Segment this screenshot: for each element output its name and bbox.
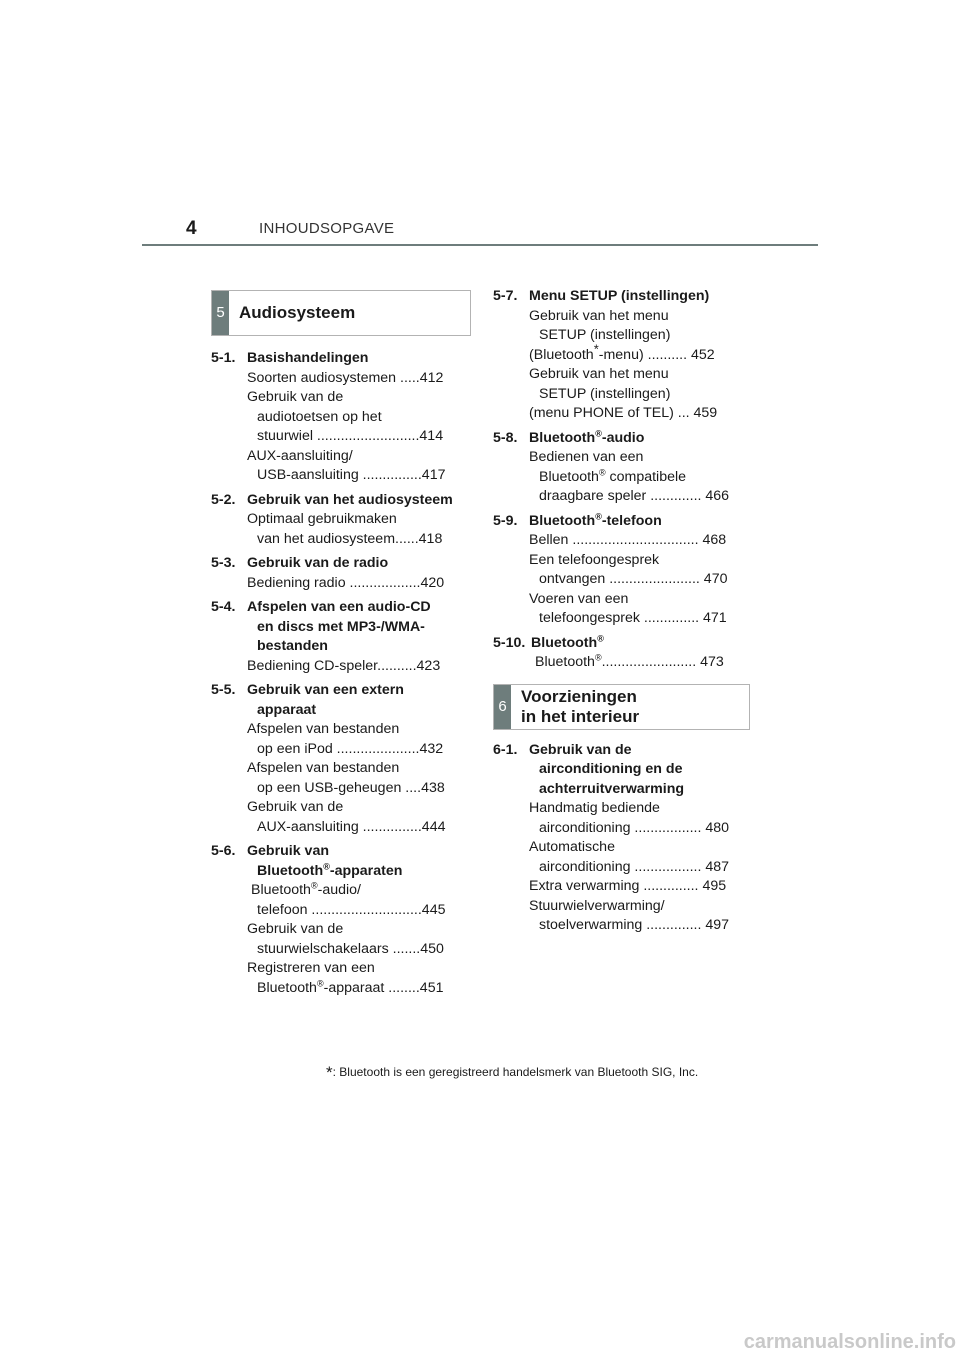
- page-number: 4: [186, 218, 197, 239]
- toc-right-column: [493, 287, 753, 936]
- toc-item[interactable]: Afspelen van bestanden op een USB-geheugen ....438: [247, 760, 445, 796]
- section-header-5: [211, 290, 471, 336]
- toc-item[interactable]: Stuurwielverwarming/ stoelverwarming .............. 497: [529, 897, 730, 933]
- toc-item[interactable]: Afspelen van bestanden op een iPod .....................432: [247, 721, 444, 757]
- toc-item[interactable]: Bediening CD-speler..........423: [247, 657, 441, 674]
- toc-item[interactable]: Bedienen van een Bluetooth® compatibele draagbare speler ............. 466: [529, 449, 730, 504]
- toc-left-column: [211, 290, 471, 998]
- toc-item[interactable]: Bluetooth®-audio/ telefoon ............................445: [251, 880, 446, 918]
- section-title: Audiosysteem: [239, 303, 356, 322]
- toc-item[interactable]: Bellen ................................ 468: [529, 532, 727, 548]
- toc-entry-5-5[interactable]: 5-5. Gebruik van een extern apparaat Afspelen van bestanden op een iPod .....................432 Afspelen van bestanden op een USB-geheugen ....438 Gebruik van de AUX-aansluiting ...............444: [211, 681, 471, 837]
- toc-item[interactable]: Een telefoongesprek ontvangen ....................... 470: [529, 551, 728, 587]
- header-rule: [142, 244, 818, 246]
- toc-entry-5-3[interactable]: 5-3. Gebruik van de radio Bediening radio ..................420: [211, 554, 471, 593]
- toc-entry-5-8[interactable]: 5-8. Bluetooth®-audio Bedienen van een Bluetooth® compatibele draagbare speler ............. 466: [493, 429, 753, 507]
- toc-item[interactable]: Handmatig bediende airconditioning ................. 480: [529, 800, 730, 836]
- toc-item[interactable]: Bediening radio ..................420: [247, 574, 445, 591]
- toc-item[interactable]: Soorten audiosystemen .....412: [247, 369, 444, 386]
- page-header-title: INHOUDSOPGAVE: [259, 220, 395, 237]
- toc-entry-6-1[interactable]: 6-1. Gebruik van de airconditioning en de achterruitverwarming Handmatig bediende airconditioning ................. 480 Automatische airconditioning ................. 487 Extra verwarming .............. 495 Stuurwielverwarming/ stoelverwarming .............. 497: [493, 741, 753, 936]
- watermark: carmanualsonline.info: [743, 1331, 956, 1353]
- toc-item[interactable]: Gebruik van het menu SETUP (instellingen) (menu PHONE of TEL) ... 459: [529, 366, 718, 421]
- toc-item[interactable]: Gebruik van de audiotoetsen op het stuurwiel ..........................414: [247, 389, 444, 444]
- toc-entry-5-2[interactable]: 5-2. Gebruik van het audiosysteem Optimaal gebruikmaken van het audiosysteem......418: [211, 491, 471, 550]
- toc-item[interactable]: Voeren van een telefoongesprek .............. 471: [529, 590, 727, 626]
- toc-entry-5-6[interactable]: 5-6. Gebruik van Bluetooth®-apparaten Bluetooth®-audio/ telefoon ............................445 Gebruik van de stuurwielschakelaars .......450 Registreren van een Bluetooth®-apparaat ........451: [211, 842, 471, 998]
- toc-entry-5-10[interactable]: 5-10. Bluetooth® Bluetooth®........................ 473: [493, 634, 753, 673]
- footnote: *: Bluetooth is een geregistreerd handelsmerk van Bluetooth SIG, Inc.: [326, 1063, 699, 1082]
- toc-item[interactable]: Automatische airconditioning ................. 487: [529, 839, 730, 875]
- section-number: 6: [494, 685, 511, 729]
- section-header-6: [493, 684, 750, 730]
- toc-item[interactable]: Bluetooth®........................ 473: [535, 652, 724, 670]
- section-title: Voorzieningen in het interieur: [521, 686, 640, 726]
- toc-item[interactable]: Gebruik van de AUX-aansluiting ...............444: [247, 799, 446, 835]
- toc-entry-5-4[interactable]: 5-4. Afspelen van een audio-CD en discs met MP3-/WMA- bestanden Bediening CD-speler..........423: [211, 598, 471, 676]
- toc-item[interactable]: Extra verwarming .............. 495: [529, 878, 727, 894]
- toc-entry-5-1[interactable]: 5-1. Basishandelingen Soorten audiosystemen .....412 Gebruik van de audiotoetsen op het stuurwiel ..........................414 AUX-aansluiting/ USB-aansluiting ...............417: [211, 349, 471, 486]
- toc-entry-5-7[interactable]: 5-7. Menu SETUP (instellingen) Gebruik van het menu SETUP (instellingen) (Bluetooth*-menu) .......... 452 Gebruik van het menu SETUP (instellingen) (menu PHONE of TEL) ... 459: [493, 287, 753, 424]
- toc-item[interactable]: Registreren van een Bluetooth®-apparaat ........451: [247, 960, 444, 996]
- toc-item[interactable]: Gebruik van het menu SETUP (instellingen) (Bluetooth*-menu) .......... 452: [529, 307, 715, 363]
- section-number: 5: [212, 291, 229, 335]
- toc-item[interactable]: Gebruik van de stuurwielschakelaars .......450: [247, 921, 444, 957]
- toc-entry-5-9[interactable]: 5-9. Bluetooth®-telefoon Bellen ................................ 468 Een telefoongesprek ontvangen ....................... 470 Voeren van een telefoongesprek .............. 471: [493, 512, 753, 629]
- toc-item[interactable]: AUX-aansluiting/ USB-aansluiting ...............417: [247, 447, 446, 483]
- toc-item[interactable]: Optimaal gebruikmaken van het audiosysteem......418: [247, 511, 443, 547]
